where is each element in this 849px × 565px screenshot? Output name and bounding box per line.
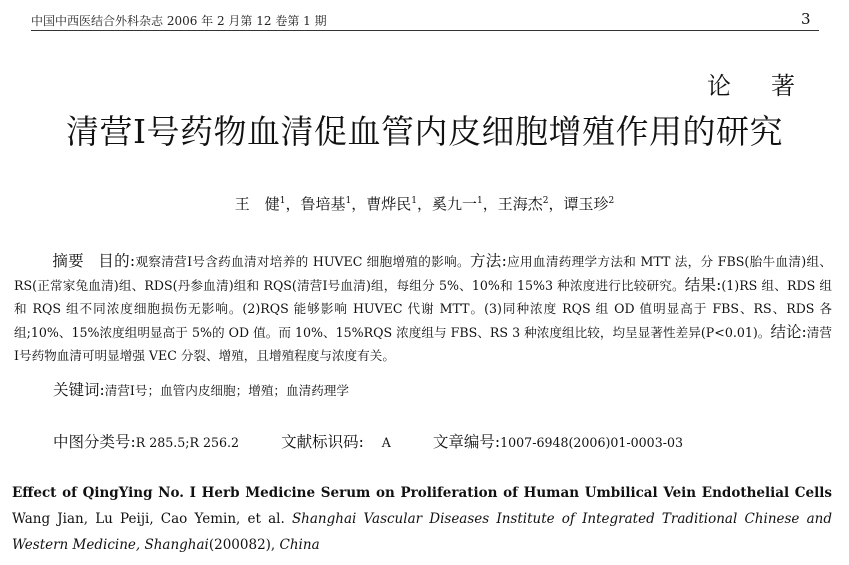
author xyxy=(564,195,615,213)
author-separator: ， xyxy=(548,195,564,213)
objective-label: 目的: xyxy=(97,252,136,270)
author-separator: ， xyxy=(351,195,367,213)
keywords xyxy=(53,378,349,400)
doc-code-label: 文献标识码: xyxy=(281,433,364,451)
author-separator: ， xyxy=(285,195,301,213)
english-affiliation: Shanghai Vascular Diseases Institute of Integrated Traditional Chinese and Western Medicine, Shanghai xyxy=(12,511,832,553)
keywords-text: 清营Ⅰ号；血管内皮细胞；增殖；血清药理学 xyxy=(104,383,349,398)
section-label: 论著 xyxy=(707,72,835,100)
article-title: 清营Ⅰ号药物血清促血管内皮细胞增殖作用的研究 xyxy=(65,112,784,151)
method-text: 应用血清药理学方法和 MTT 法，分 FBS(胎牛血清)组、RS(正常家兔血清)组、RDS(丹参血清)组和 RQS(清营Ⅰ号血清)组，每组分 5%、10%和 15%3 种浓度进行比较研究。 xyxy=(14,254,832,293)
conclusion-label: 结论: xyxy=(770,322,807,341)
method-label: 方法: xyxy=(469,252,507,270)
author-affiliation-mark: 1 xyxy=(411,196,417,206)
author-name: 谭玉珍 xyxy=(563,195,609,213)
conclusion-text: 清营Ⅰ号药物血清可明显增强 VEC 分裂、增殖，且增殖程度与浓度有关。 xyxy=(14,324,832,363)
author-name: 曹烨民 xyxy=(366,195,412,213)
doc-code-value: A xyxy=(381,435,391,450)
author xyxy=(235,195,286,213)
header-rule xyxy=(31,30,819,31)
result-text: (1)RS 组、RDS 组和 RQS 组不同浓度细胞损伤无影响。(2)RQS 能够影响 HUVEC 代谢 MTT。(3)同种浓度 RQS 组 OD 值明显高于 FBS、RS、RDS 各组;10%、15%浓度组明显高于 5%的 OD 值。而 10%、15%RQS 浓度组与 FBS、RS 3 种浓度组比较，均呈显著性差异(P<0.01)。 xyxy=(14,277,832,340)
article-number-label: 文章编号: xyxy=(432,433,501,451)
clc-label: 中图分类号: xyxy=(53,433,136,451)
author xyxy=(498,195,549,213)
keywords-label: 关键词: xyxy=(53,381,105,399)
author-affiliation-mark: 2 xyxy=(542,196,549,206)
english-title: Effect of QingYing No. I Herb Medicine Serum on Proliferation of Human Umbilical Vein Endothelial Cells xyxy=(12,485,832,501)
author-name: 奚九一 xyxy=(432,195,478,213)
author-affiliation-mark: 1 xyxy=(345,196,352,206)
author-separator: ， xyxy=(482,195,498,213)
abstract-label: 摘要 xyxy=(52,252,84,270)
journal-header: 中国中西医结合外科杂志 2006 年 2 月第 12 卷第 1 期 xyxy=(31,14,327,28)
author-name: 王 健 xyxy=(234,195,280,213)
english-postcode: (200082), xyxy=(208,537,276,553)
author xyxy=(366,195,417,213)
author-separator: ， xyxy=(416,195,432,213)
author xyxy=(300,195,351,213)
author-name: 鲁培基 xyxy=(300,195,346,213)
english-abstract-header xyxy=(12,480,832,558)
author-affiliation-mark: 1 xyxy=(279,196,286,206)
english-country: China xyxy=(279,537,320,553)
author-affiliation-mark: 2 xyxy=(608,196,615,206)
english-authors: Wang Jian, Lu Peiji, Cao Yemin, et al. xyxy=(12,511,285,527)
author-name: 王海杰 xyxy=(497,195,543,213)
author-affiliation-mark: 1 xyxy=(477,196,483,206)
author-list xyxy=(0,193,849,214)
author xyxy=(432,195,483,213)
abstract xyxy=(14,250,832,368)
result-label: 结果: xyxy=(684,275,722,294)
article-number-value: 1007-6948(2006)01-0003-03 xyxy=(500,435,683,450)
page-number: 3 xyxy=(801,10,811,28)
classification-line xyxy=(53,430,683,452)
clc-value: R 285.5;R 256.2 xyxy=(135,435,240,450)
objective-text: 观察清营Ⅰ号含药血清对培养的 HUVEC 细胞增殖的影响。 xyxy=(135,254,470,269)
